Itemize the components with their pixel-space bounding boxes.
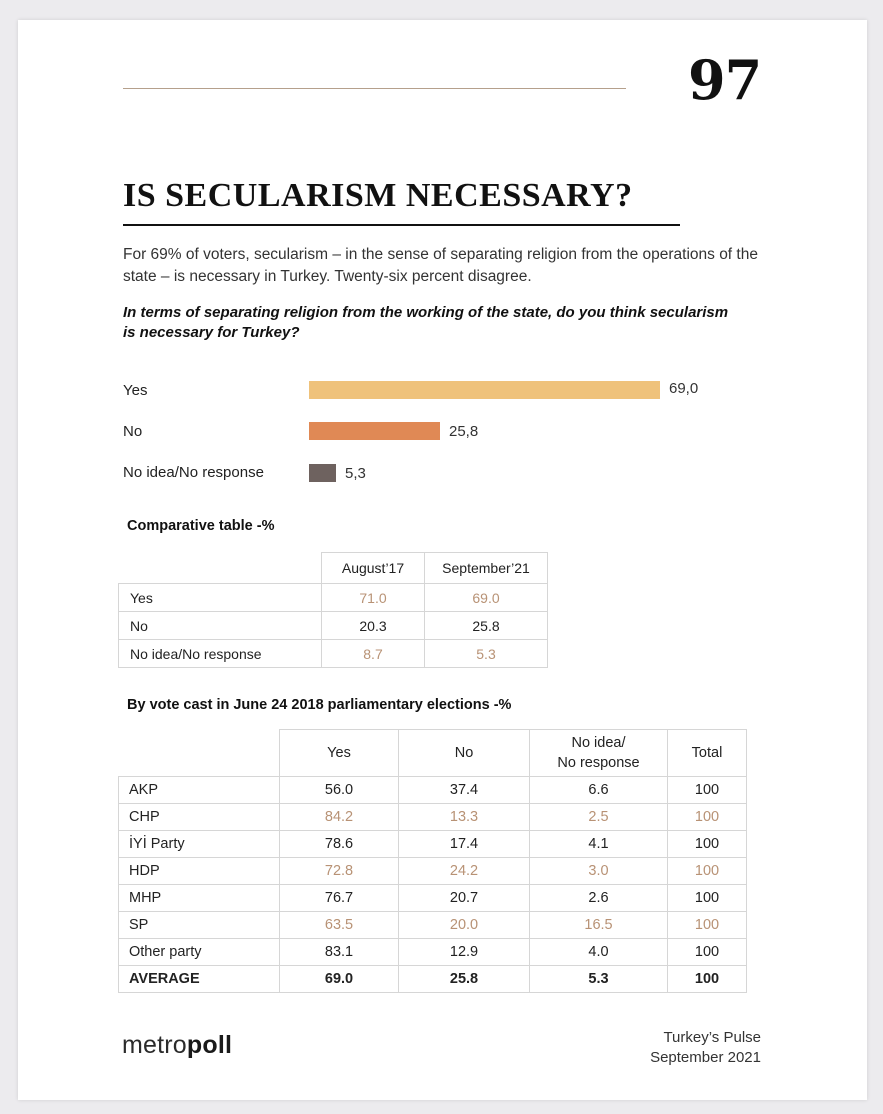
bar [309,422,440,440]
table-cell: 78.6 [280,831,399,858]
table-row [119,831,747,858]
table-cell: 5.3 [530,966,668,993]
bar [309,381,660,399]
table-cell: 100 [668,939,747,966]
table-header-row [119,730,747,777]
row-label: İYİ Party [119,831,280,858]
by-vote-heading: By vote cast in June 24 2018 parliamentary elections -% [127,697,512,713]
header-rule [123,88,626,89]
column-header: Yes [280,730,399,777]
column-header: Total [668,730,747,777]
column-header: No idea/ No response [530,730,668,777]
bar-value-label: 25,8 [449,423,479,440]
row-label: No idea/No response [119,640,322,668]
footer-publication [600,1028,761,1068]
row-label: AVERAGE [119,966,280,993]
table-cell: 4.0 [530,939,668,966]
table-cell: 37.4 [399,777,530,804]
table-cell: 71.0 [322,584,425,612]
table-cell: 3.0 [530,858,668,885]
row-label: Yes [119,584,322,612]
table-cell: 72.8 [280,858,399,885]
table-cell: 63.5 [280,912,399,939]
table-cell: 100 [668,885,747,912]
comparative-heading: Comparative table -% [127,518,275,534]
row-label: SP [119,912,280,939]
table-cell: 56.0 [280,777,399,804]
logo-text-bold: poll [186,1031,233,1059]
table-cell: 17.4 [399,831,530,858]
metropoll-logo [122,1030,232,1060]
table-cell: 100 [668,804,747,831]
table-row [119,612,548,640]
column-header: No [399,730,530,777]
publication-name: Turkey’s Pulse [663,1029,761,1046]
logo-text-light: metro [122,1031,187,1059]
row-label: HDP [119,858,280,885]
table-header-row [119,553,548,584]
table-row [119,777,747,804]
column-header: September’21 [425,553,548,584]
table-cell: 24.2 [399,858,530,885]
row-label: AKP [119,777,280,804]
table-cell: 25.8 [425,612,548,640]
table-cell: 2.5 [530,804,668,831]
bar [309,464,336,482]
bar-label: No idea/No response [123,464,264,481]
table-cell: 20.0 [399,912,530,939]
table-cell: 6.6 [530,777,668,804]
by-vote-table [118,729,747,993]
table-corner-cell [119,730,280,777]
table-cell: 100 [668,777,747,804]
table-row [119,640,548,668]
bar-value-label: 5,3 [345,465,366,482]
page-title: IS SECULARISM NECESSARY? [123,177,633,214]
comparative-table [118,552,548,668]
table-row [119,939,747,966]
table-cell: 13.3 [399,804,530,831]
table-cell: 100 [668,966,747,993]
table-cell: 25.8 [399,966,530,993]
table-cell: 4.1 [530,831,668,858]
bar-label: Yes [123,382,148,399]
table-row [119,804,747,831]
table-cell: 100 [668,858,747,885]
table-row [119,584,548,612]
table-row [119,858,747,885]
publication-date: September 2021 [650,1049,761,1066]
table-cell: 5.3 [425,640,548,668]
table-cell: 20.7 [399,885,530,912]
survey-question: In terms of separating religion from the working of the state, do you think secularism is necessary for Turkey? [123,304,729,341]
table-cell: 20.3 [322,612,425,640]
table-row [119,885,747,912]
table-cell: 8.7 [322,640,425,668]
row-label: CHP [119,804,280,831]
table-row-average [119,966,747,993]
table-cell: 69.0 [425,584,548,612]
intro-paragraph: For 69% of voters, secularism – in the sense of separating religion from the operations of the state – is necessary in Turkey. Twenty-six percent disagree. [123,246,758,285]
table-cell: 12.9 [399,939,530,966]
table-cell: 16.5 [530,912,668,939]
page-number: 97 [688,48,762,112]
table-cell: 69.0 [280,966,399,993]
table-cell: 84.2 [280,804,399,831]
row-label: MHP [119,885,280,912]
table-cell: 83.1 [280,939,399,966]
table-cell: 2.6 [530,885,668,912]
bar-value-label: 69,0 [669,380,699,397]
table-cell: 100 [668,831,747,858]
table-row [119,912,747,939]
column-header: August’17 [322,553,425,584]
table-cell: 100 [668,912,747,939]
table-corner-cell [119,553,322,584]
row-label: No [119,612,322,640]
table-cell: 76.7 [280,885,399,912]
bar-label: No [123,423,143,440]
title-underline [123,224,680,226]
row-label: Other party [119,939,280,966]
